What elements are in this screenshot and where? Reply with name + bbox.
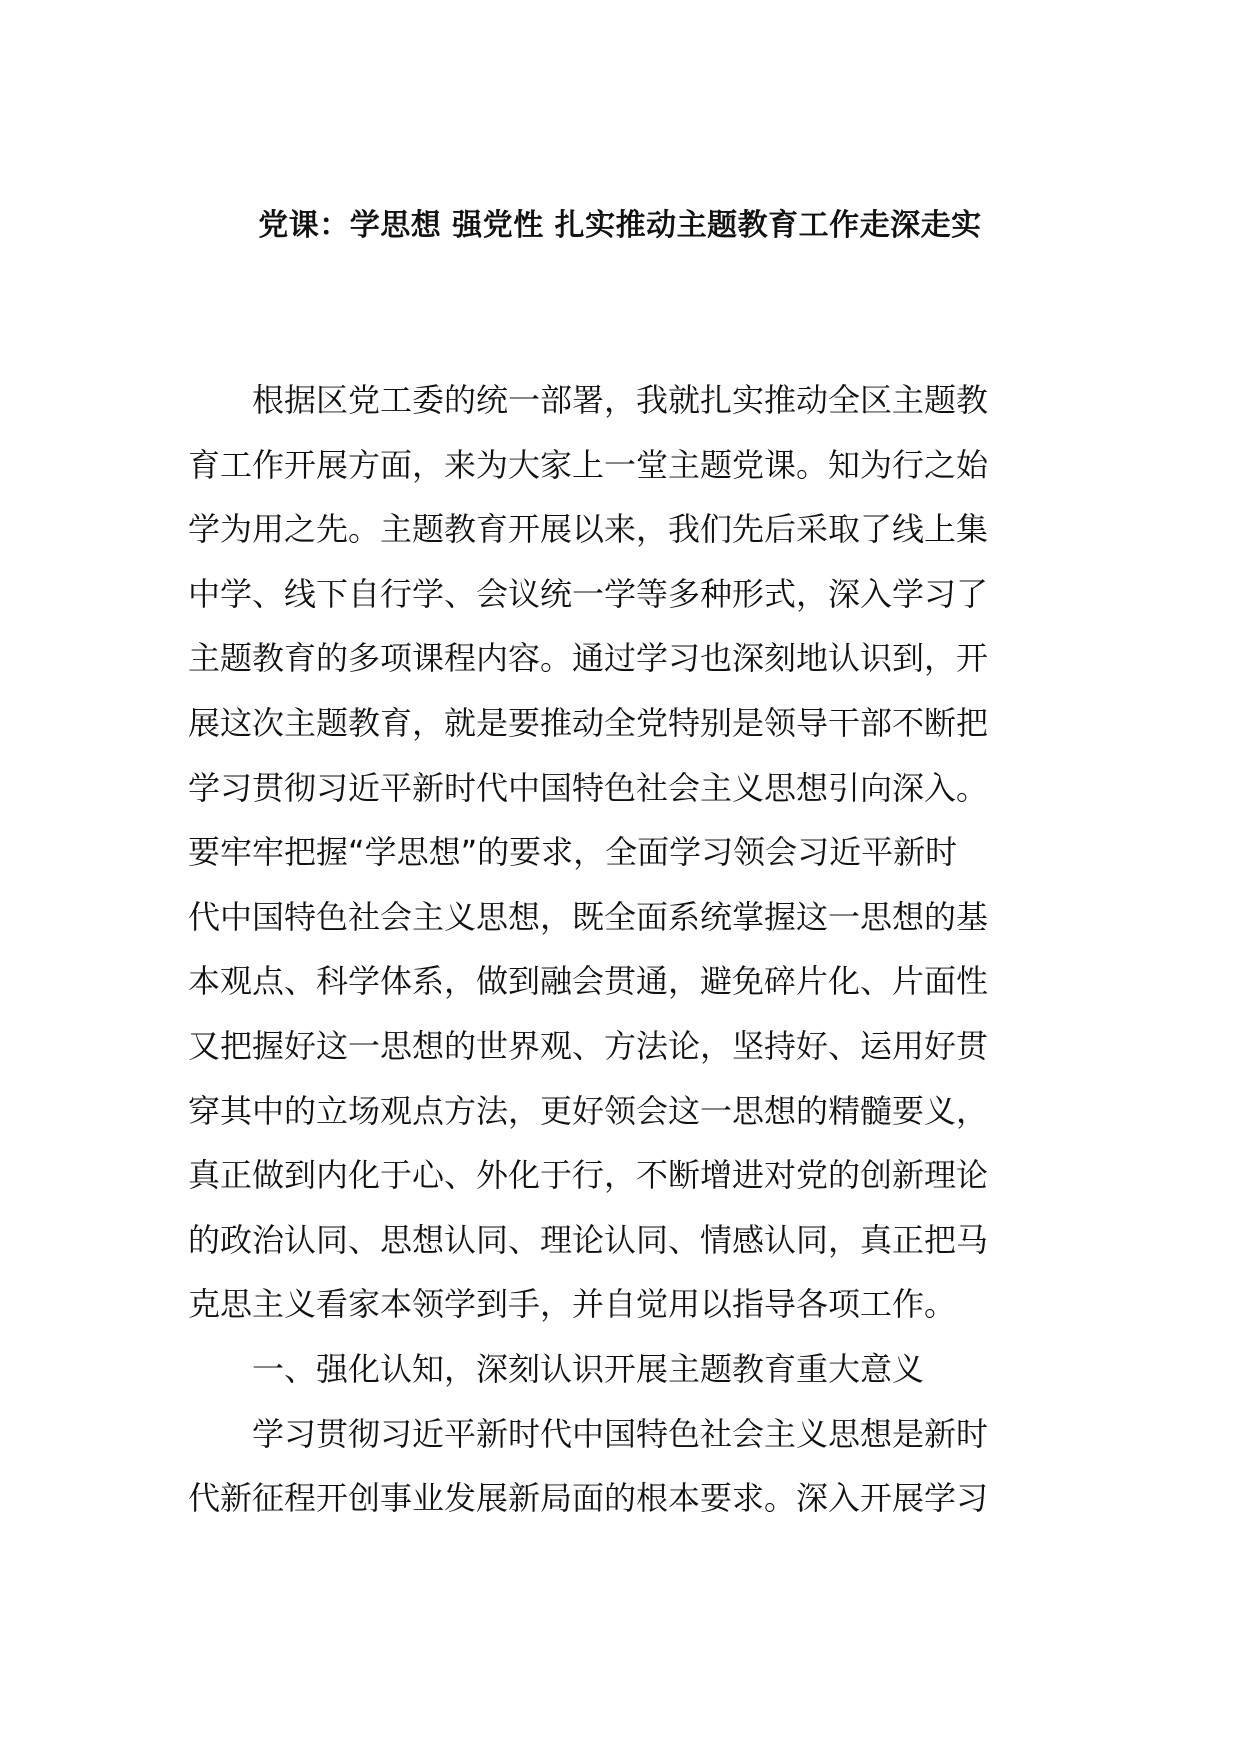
paragraph-line: 要牢牢把握“学思想”的要求，全面学习领会习近平新时 [188, 833, 958, 872]
paragraph-line: 育工作开展方面，来为大家上一堂主题党课。知为行之始 [188, 445, 989, 484]
section-heading: 一、强化认知，深刻认识开展主题教育重大意义 [252, 1349, 925, 1388]
paragraph-line: 本观点、科学体系，做到融会贯通，避免碎片化、片面性 [188, 962, 989, 1001]
document-title: 党课：学思想 强党性 扎实推动主题教育工作走深走实 [258, 208, 982, 243]
paragraph-line: 代新征程开创事业发展新局面的根本要求。深入开展学习 [188, 1479, 989, 1518]
paragraph-line: 代中国特色社会主义思想，既全面系统掌握这一思想的基 [188, 897, 989, 936]
paragraph-line: 真正做到内化于心、外化于行，不断增进对党的创新理论 [188, 1156, 989, 1195]
paragraph-line: 学习贯彻习近平新时代中国特色社会主义思想是新时 [252, 1414, 989, 1453]
paragraph-line: 中学、线下自行学、会议统一学等多种形式，深入学习了 [188, 574, 989, 613]
paragraph-line: 学为用之先。主题教育开展以来，我们先后采取了线上集 [188, 510, 989, 549]
paragraph-line: 根据区党工委的统一部署，我就扎实推动全区主题教 [252, 381, 989, 419]
document-body [188, 368, 1052, 1531]
paragraph-line: 穿其中的立场观点方法，更好领会这一思想的精髓要义， [188, 1091, 989, 1130]
paragraph-line: 主题教育的多项课程内容。通过学习也深刻地认识到，开 [188, 639, 989, 678]
paragraph-line: 展这次主题教育，就是要推动全党特别是领导干部不断把 [188, 703, 989, 742]
paragraph-line: 的政治认同、思想认同、理论认同、情感认同，真正把马 [188, 1220, 989, 1259]
paragraph-line: 学习贯彻习近平新时代中国特色社会主义思想引向深入。 [188, 768, 989, 807]
paragraph-line: 又把握好这一思想的世界观、方法论，坚持好、运用好贯 [188, 1026, 989, 1065]
paragraph-line: 克思主义看家本领学到手，并自觉用以指导各项工作。 [188, 1285, 957, 1324]
